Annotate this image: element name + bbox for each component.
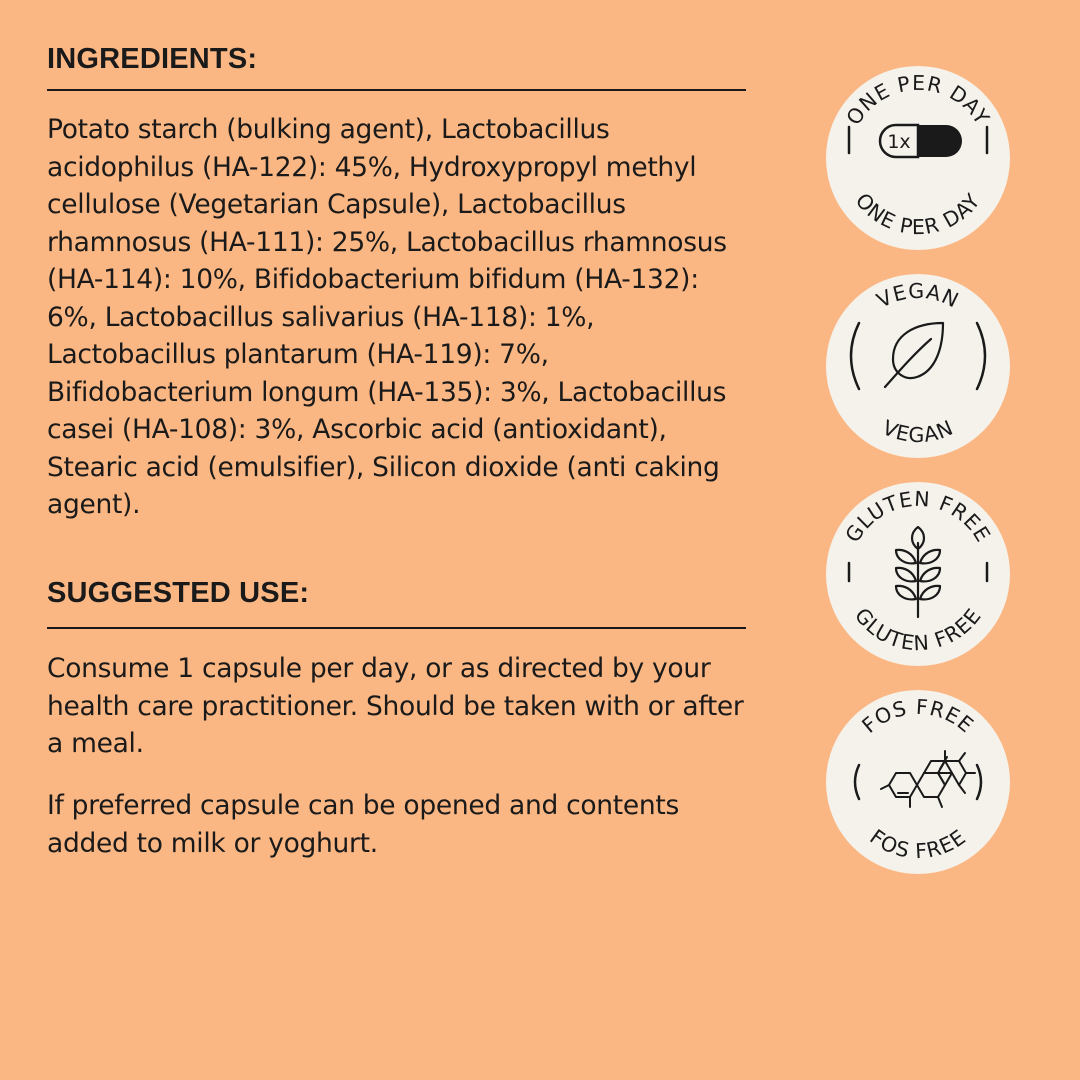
suggested-use-text: Consume 1 capsule per day, or as directed by your health care practitioner. Should be taken with or after a meal. [47,653,744,759]
badge-label-top: ONE PER DAY [841,70,995,130]
fos-free-badge [825,689,1011,875]
svg-text:1x: 1x [887,131,911,153]
badge-label-top: GLUTEN FREE [840,486,996,547]
badge-label-top: VEGAN [872,278,964,313]
badge-label-bottom: FOS FREE [865,824,971,864]
suggested-use-note: If preferred capsule can be opened and contents added to milk or yoghurt. [47,790,679,859]
badge-label-bottom: VEGAN [878,415,958,448]
badge-label-bottom: ONE PER DAY [850,188,986,240]
badge-label-top: FOS FREE [857,694,979,738]
suggested-use-divider [47,627,746,629]
vegan-badge [825,273,1011,459]
ingredients-title: INGREDIENTS: [47,43,258,75]
ingredients-divider [47,89,746,91]
ingredients-text: Potato starch (bulking agent), Lactobacillus acidophilus (HA-122): 45%, Hydroxypropyl methyl cellulose (Vegetarian Capsule), Lactobacillus rhamnosus (HA-111): 25%, Lactobacillus rhamnosus (HA-114): 10%, Bifidobacterium bifidum (HA-132): 6%, Lactobacillus salivarius (HA-118): 1%, Lactobacillus plantarum (HA-119): 7%, Bifidobacterium longum (HA-135): 3%, Lactobacillus casei (HA-108): 3%, Ascorbic acid (antioxidant), Stearic acid (emulsifier), Silicon dioxide (anti caking agent). [47,114,727,520]
suggested-use-title: SUGGESTED USE: [47,577,310,609]
one-per-day-badge [825,65,1011,251]
badge-label-bottom: GLUTEN FREE [849,603,987,656]
gluten-free-badge [825,481,1011,667]
